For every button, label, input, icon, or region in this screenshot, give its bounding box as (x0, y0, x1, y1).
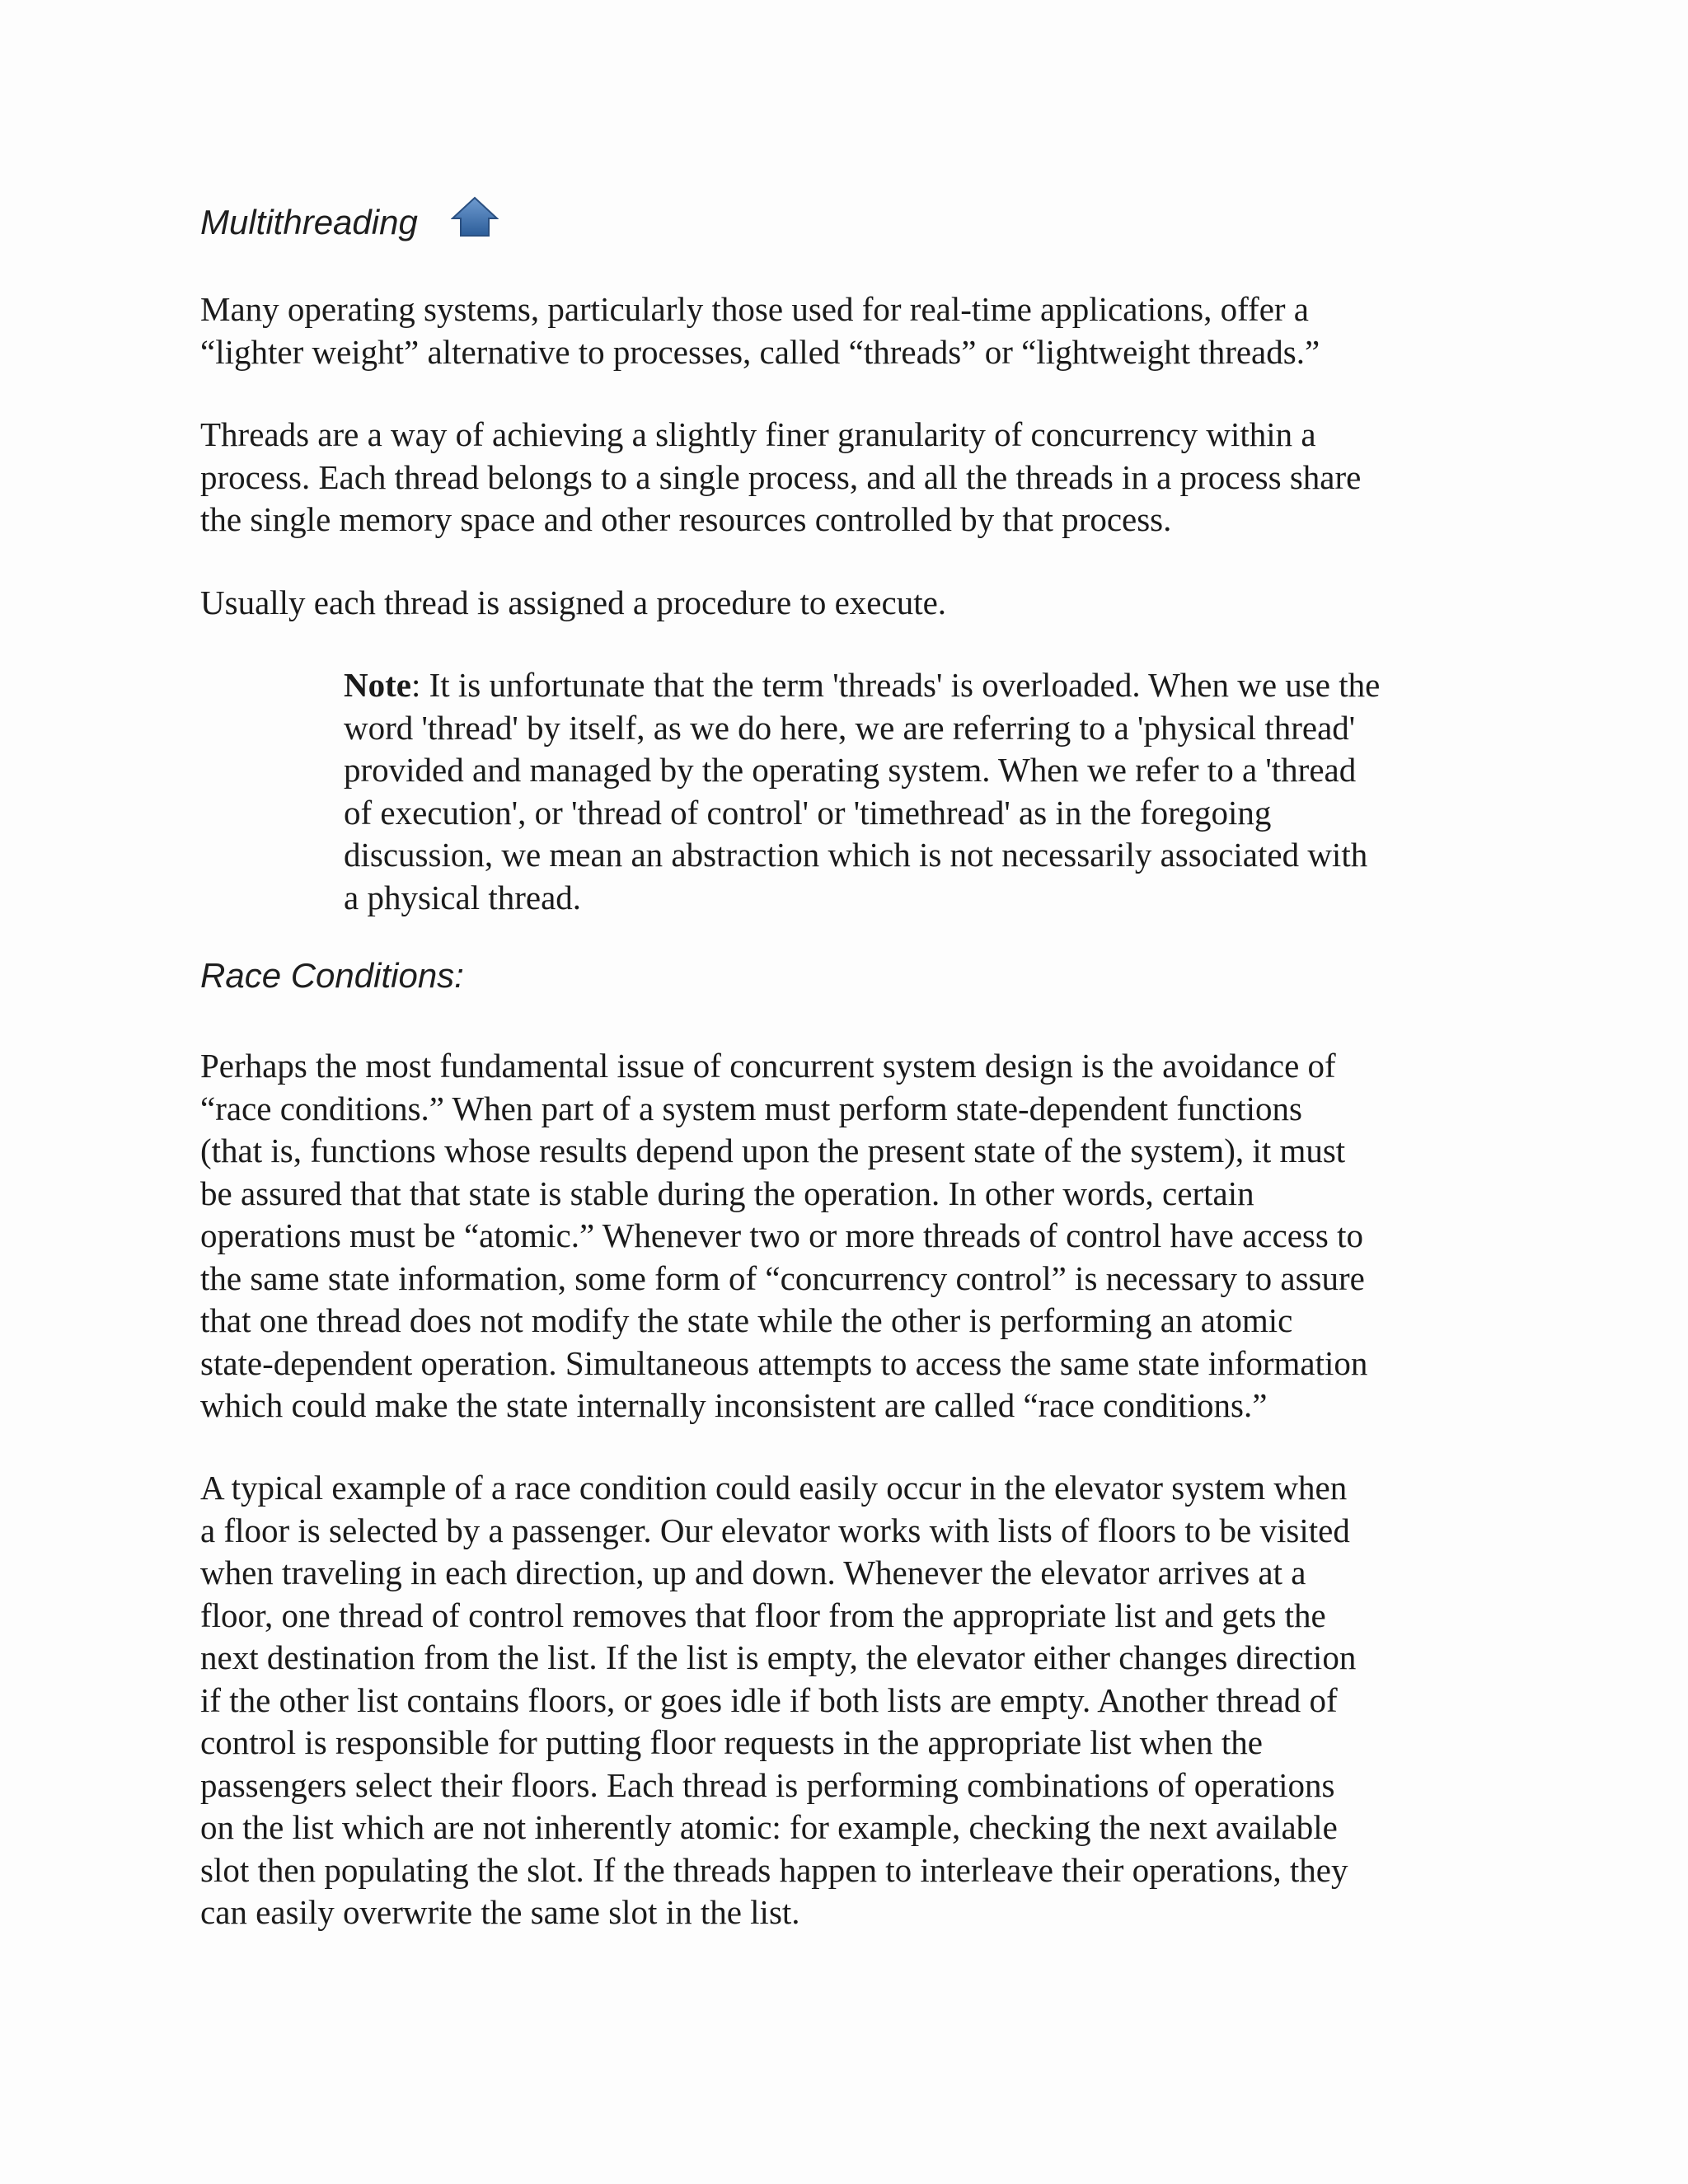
text-line: “lighter weight” alternative to processes, called “threads” or “lightweight threads.” (200, 332, 1320, 371)
text-line: state-dependent operation. Simultaneous attempts to access the same state information (200, 1343, 1368, 1382)
text-line: Threads are a way of achieving a slightly finer granularity of concurrency within a (200, 415, 1316, 453)
text-line: slot then populating the slot. If the threads happen to interleave their operations, they (200, 1850, 1348, 1889)
heading-race-conditions: Race Conditions: (200, 956, 464, 995)
paragraph-procedure (200, 582, 1494, 625)
text-line: next destination from the list. If the list is empty, the elevator either changes direction (200, 1638, 1357, 1676)
text-line: a floor is selected by a passenger. Our elevator works with lists of floors to be visited (200, 1511, 1350, 1549)
text-line: on the list which are not inherently atomic: for example, checking the next available (200, 1808, 1338, 1846)
paragraph-intro (200, 288, 1494, 373)
text-line: floor, one thread of control removes that floor from the appropriate list and gets the (200, 1596, 1326, 1634)
text-line: when traveling in each direction, up and down. Whenever the elevator arrives at a (200, 1554, 1306, 1591)
note-block (344, 664, 1498, 919)
text-line: be assured that that state is stable during the operation. In other words, certain (200, 1174, 1254, 1212)
text-line: if the other list contains floors, or goes idle if both lists are empty. Another thread of (200, 1680, 1338, 1719)
text-line: of execution', or 'thread of control' or 'timethread' as in the foregoing (344, 793, 1272, 832)
text-line: (that is, functions whose results depend upon the present state of the system), it must (200, 1132, 1346, 1169)
text-line: process. Each thread belongs to a single process, and all the threads in a process share (200, 457, 1362, 496)
text-line: Usually each thread is assigned a procedure to execute. (200, 583, 947, 621)
text-line: operations must be “atomic.” Whenever two or more threads of control have access to (200, 1216, 1363, 1254)
home-arrow-icon[interactable] (451, 196, 499, 239)
text-line (344, 664, 1498, 707)
text-line: word 'thread' by itself, as we do here, we are referring to a 'physical thread' (344, 708, 1356, 747)
text-line: Perhaps the most fundamental issue of concurrent system design is the avoidance of (200, 1047, 1336, 1085)
paragraph-elevator-example (200, 1467, 1494, 1934)
note-first-line: : It is unfortunate that the term 'threads' is overloaded. When we use the (410, 666, 1381, 704)
paragraph-threads (200, 414, 1494, 541)
text-line: a physical thread. (344, 878, 582, 916)
text-line: the same state information, some form of “concurrency control” is necessary to assure (200, 1258, 1365, 1297)
paragraph-race-conditions (200, 1045, 1494, 1427)
note-label: Note (344, 666, 411, 704)
text-line: provided and managed by the operating system. When we refer to a 'thread (344, 751, 1357, 789)
text-line: can easily overwrite the same slot in the list. (200, 1893, 800, 1931)
text-line: passengers select their floors. Each thread is performing combinations of operations (200, 1765, 1335, 1804)
text-line: which could make the state internally inconsistent are called “race conditions.” (200, 1386, 1268, 1424)
text-line: control is responsible for putting floor requests in the appropriate list when the (200, 1723, 1263, 1761)
text-line: “race conditions.” When part of a system must perform state-dependent functions (200, 1089, 1303, 1127)
text-line: discussion, we mean an abstraction which is not necessarily associated with (344, 836, 1368, 874)
text-line: A typical example of a race condition could easily occur in the elevator system when (200, 1469, 1348, 1507)
text-line: the single memory space and other resources controlled by that process. (200, 500, 1172, 538)
heading-multithreading: Multithreading (200, 203, 418, 241)
text-line: that one thread does not modify the state while the other is performing an atomic (200, 1301, 1293, 1339)
text-line: Many operating systems, particularly those used for real-time applications, offer a (200, 290, 1309, 328)
